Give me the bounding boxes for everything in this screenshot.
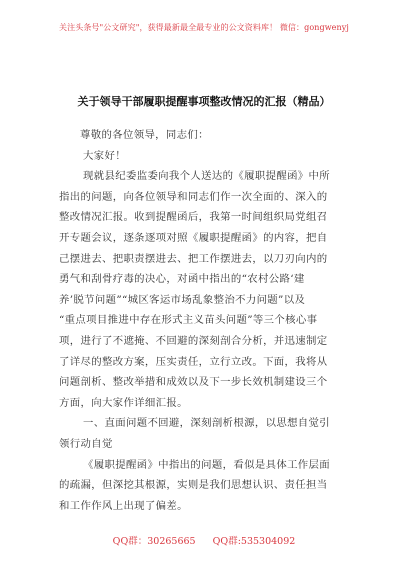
paragraph-line: 勇气和刮骨疗毒的决心，对函中指出的“农村公路‘建	[59, 273, 305, 286]
footer-contact	[0, 533, 408, 547]
salutation: 尊敬的各位领导，同志们：	[80, 129, 209, 141]
document-title: 关于领导干部履职提醒事项整改情况的汇报（精品）	[77, 95, 331, 108]
paragraph-line: 开专题会议，逐条逐项对照《履职提醒函》的内容，把自	[59, 231, 328, 244]
section-heading: 领行动自觉	[59, 437, 113, 450]
greeting: 大家好！	[83, 149, 126, 162]
paragraph-line: 和工作作风上出现了偏差。	[59, 499, 188, 512]
header-banner: 关注头条号"公文研究"，获得最新最全最专业的公文资料库！ 微信：gongwenyj	[59, 23, 349, 32]
paragraph-line: 了详尽的整改方案，压实责任，立行立改。下面，我将从	[59, 355, 328, 368]
paragraph-line: 指出的问题，向各位领导和同志们作一次全面的、深入的	[59, 190, 328, 203]
paragraph-line: 己摆进去、把职责摆进去、把工作摆进去，以刀刃向内的	[59, 252, 328, 265]
paragraph-line: 整改情况汇报。收到提醒函后，我第一时间组织局党组召	[59, 211, 328, 224]
paragraph-line: 的疏漏，但深挖其根源，实则是我们思想认识、责任担当	[59, 479, 328, 492]
section-heading: 一、直面问题不回避，深刻剖析根源，以思想自觉引	[83, 417, 331, 430]
paragraph-line: 方面，向大家作详细汇报。	[59, 396, 188, 409]
paragraph-line: 问题剖析、整改举措和成效以及下一步长效机制建设三个	[59, 376, 328, 389]
paragraph-line: 养’脱节问题”“城区客运市场乱象整治不力问题”以及	[59, 293, 306, 306]
footer-qq-group-1: QQ群：30265665	[112, 536, 196, 547]
document-body	[59, 125, 349, 516]
paragraph-line: “重点项目推进中存在形式主义苗头问题”等三个核心事	[59, 314, 318, 327]
paragraph-line: 项，进行了不遮掩、不回避的深刻剖合分析，并迅速制定	[59, 334, 328, 347]
footer-qq-group-2: QQ群:535304092	[212, 536, 296, 547]
paragraph-line: 《履职提醒函》中指出的问题，看似是具体工作层面	[83, 458, 331, 471]
paragraph-line: 现就县纪委监委向我个人送达的《履职提醒函》中所	[83, 170, 331, 183]
